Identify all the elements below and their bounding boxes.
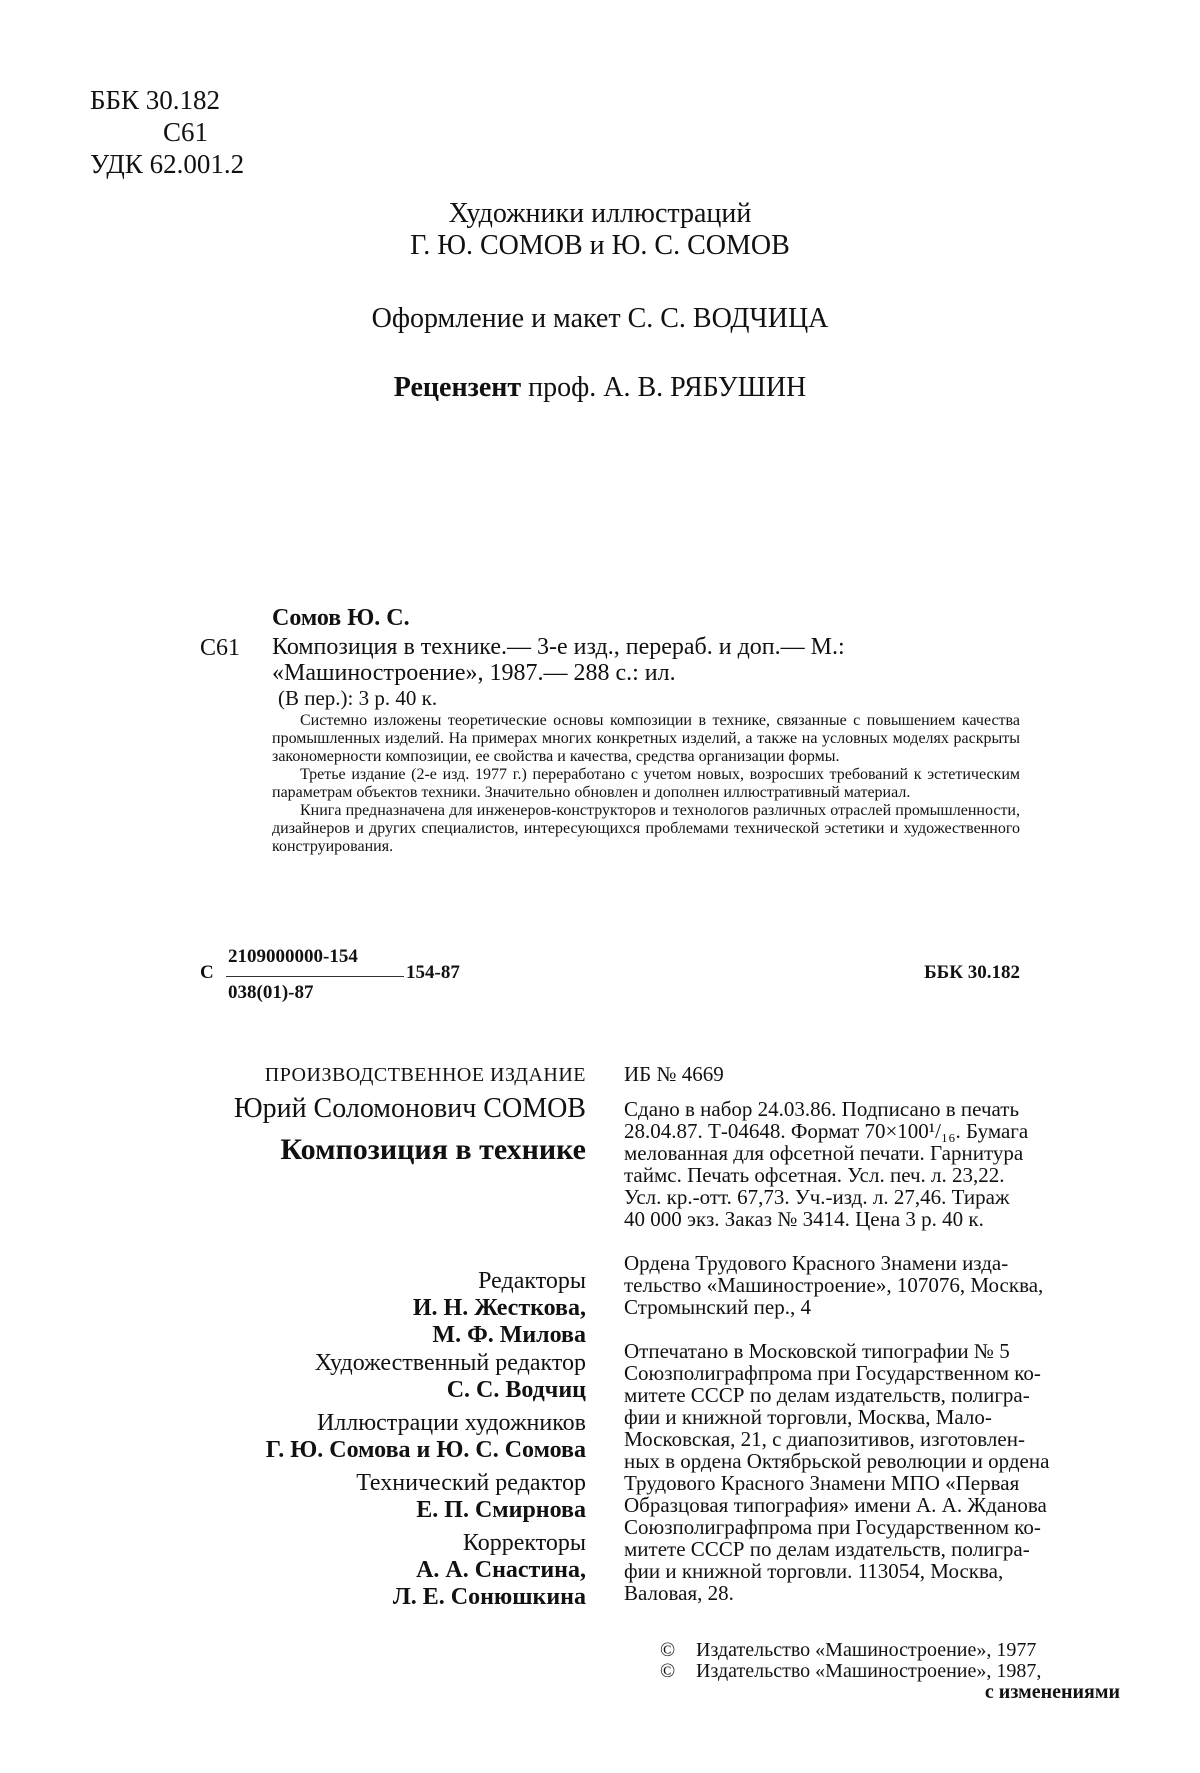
index-denominator: 038(01)-87 bbox=[228, 982, 314, 1003]
abstract-paragraph-3: Книга предназначена для инженеров-конструкторов и технологов различных отраслей промышленности, дизайнеров и других специалистов, интересующихся проблемами технической эстетики и художественного конструирования. bbox=[272, 802, 1020, 855]
publisher-line: Ордена Трудового Красного Знамени изда- bbox=[624, 1251, 1009, 1275]
copyright-icon: © bbox=[660, 1639, 676, 1661]
staff-name: Е. П. Смирнова bbox=[416, 1497, 586, 1523]
staff-name: М. Ф. Милова bbox=[432, 1322, 586, 1348]
catalog-price: (В пер.): 3 р. 40 к. bbox=[278, 686, 438, 710]
staff-role: Технический редактор bbox=[356, 1470, 586, 1496]
full-author-name: Юрий Соломонович СОМОВ bbox=[233, 1093, 586, 1124]
printer-line: фии и книжной торговли, Москва, Мало- bbox=[624, 1405, 992, 1429]
staff-editors bbox=[180, 1268, 586, 1349]
staff-role: Иллюстрации художников bbox=[316, 1410, 586, 1436]
abstract-paragraph-1: Системно изложены теоретические основы композиции в технике, связанные с повышением качества промышленных изделий. На примерах многих конкретных изделий, а также на условных моделях раскрыты закономерности композиции, ее свойства и качества, средства организации формы. bbox=[272, 712, 1020, 765]
design-credit bbox=[0, 303, 1200, 335]
copyright-icon: © bbox=[660, 1660, 676, 1682]
staff-illustrators bbox=[180, 1410, 586, 1464]
udk-code: УДК 62.001.2 bbox=[90, 149, 245, 179]
index-letter: С bbox=[200, 962, 214, 983]
printer-line: ных в ордена Октябрьской революции и ордена bbox=[624, 1449, 1050, 1473]
catalog-code: С61 bbox=[200, 635, 241, 661]
printer-line: Валовая, 28. bbox=[624, 1581, 734, 1605]
biblio-line-2: «Машиностроение», 1987.— 288 с.: ил. bbox=[272, 660, 676, 686]
index-formula bbox=[200, 946, 1020, 1008]
publisher-line: тельство «Машиностроение», 107076, Москва, bbox=[624, 1273, 1044, 1297]
illustrators-names: Г. Ю. СОМОВ и Ю. С. СОМОВ bbox=[410, 230, 790, 261]
copyright-block bbox=[660, 1640, 1120, 1703]
catalog-abstract bbox=[272, 712, 1020, 856]
index-numerator: 2109000000-154 bbox=[228, 946, 358, 967]
staff-proofreaders bbox=[180, 1530, 586, 1611]
catalog-author: Сомов Ю. С. bbox=[272, 605, 410, 631]
book-title: Композиция в технике bbox=[280, 1133, 586, 1166]
author-sign-code: С61 bbox=[163, 117, 209, 147]
staff-name: А. А. Снастина, bbox=[416, 1557, 586, 1583]
printer-line: митете СССР по делам издательств, полигра- bbox=[624, 1537, 1030, 1561]
print-line: Сдано в набор 24.03.86. Подписано в печать bbox=[624, 1097, 1020, 1121]
printer-line: Союзполиграфпрома при Государственном ко- bbox=[624, 1515, 1041, 1539]
printer-line: фии и книжной торговли. 113054, Москва, bbox=[624, 1559, 1004, 1583]
ib-number: ИБ № 4669 bbox=[624, 1062, 724, 1086]
imprint-right-column bbox=[624, 1062, 1124, 1604]
publisher-line: Стромынский пер., 4 bbox=[624, 1295, 811, 1319]
printer-line: Образцовая типография» имени А. А. Жданова bbox=[624, 1493, 1047, 1517]
edition-kind: ПРОИЗВОДСТВЕННОЕ ИЗДАНИЕ bbox=[264, 1064, 586, 1086]
imprint-left-column bbox=[200, 1062, 586, 1168]
staff-name: С. С. Водчиц bbox=[446, 1377, 586, 1403]
staff-art-editor bbox=[180, 1350, 586, 1404]
publisher-details bbox=[624, 1252, 1124, 1318]
classification-codes bbox=[90, 84, 244, 180]
copyright-line-3: с изменениями bbox=[984, 1681, 1120, 1703]
catalog-bibliography bbox=[272, 634, 1020, 686]
staff-name: И. Н. Жесткова, bbox=[412, 1295, 586, 1321]
fraction-rule bbox=[226, 976, 404, 977]
printer-line: Союзполиграфпрома при Государственном ко- bbox=[624, 1361, 1041, 1385]
print-line: мелованная для офсетной печати. Гарнитура bbox=[624, 1141, 1024, 1165]
staff-role: Редакторы bbox=[478, 1268, 586, 1294]
staff-name: Л. Е. Сонюшкина bbox=[392, 1584, 586, 1610]
print-line: 28.04.87. Т-04648. Формат 70×100¹/₁₆. Бумага bbox=[624, 1119, 1029, 1143]
design-text: Оформление и макет С. С. ВОДЧИЦА bbox=[371, 303, 829, 334]
biblio-line-1: Композиция в технике.— 3-е изд., перераб. и доп.— М.: bbox=[272, 634, 845, 660]
printer-line: Отпечатано в Московской типографии № 5 bbox=[624, 1339, 1010, 1363]
index-bbk: ББК 30.182 bbox=[924, 962, 1020, 983]
illustrators-credit bbox=[0, 198, 1200, 262]
index-suffix: 154-87 bbox=[406, 962, 460, 983]
staff-tech-editor bbox=[180, 1470, 586, 1524]
print-line: таймс. Печать офсетная. Усл. печ. л. 23,22. bbox=[624, 1163, 1005, 1187]
illustrators-label: Художники иллюстраций bbox=[448, 198, 752, 229]
print-line: Усл. кр.-отт. 67,73. Уч.-изд. л. 27,46. Тираж bbox=[624, 1185, 1010, 1209]
abstract-paragraph-2: Третье издание (2-е изд. 1977 г.) переработано с учетом новых, возросших требований к эстетическим параметрам объектов техники. Значительно обновлен и дополнен иллюстративный материал. bbox=[272, 766, 1020, 801]
printer-line: митете СССР по делам издательств, полигра- bbox=[624, 1383, 1030, 1407]
staff-role: Художественный редактор bbox=[314, 1350, 586, 1376]
print-details bbox=[624, 1098, 1124, 1230]
bbk-code: ББК 30.182 bbox=[90, 85, 221, 115]
printer-line: Трудового Красного Знамени МПО «Первая bbox=[624, 1471, 1020, 1495]
copyright-row-1 bbox=[660, 1640, 1120, 1661]
staff-name: Г. Ю. Сомова и Ю. С. Сомова bbox=[265, 1437, 586, 1463]
reviewer-label: Рецензент bbox=[393, 372, 522, 403]
printer-details bbox=[624, 1340, 1124, 1604]
reviewer-credit bbox=[0, 372, 1200, 404]
reviewer-name: проф. А. В. РЯБУШИН bbox=[528, 372, 807, 403]
copyright-line-1: Издательство «Машиностроение», 1977 bbox=[696, 1639, 1037, 1661]
copyright-row-2 bbox=[660, 1661, 1120, 1682]
print-line: 40 000 экз. Заказ № 3414. Цена 3 р. 40 к. bbox=[624, 1207, 984, 1231]
printer-line: Московская, 21, с диапозитивов, изготовлен- bbox=[624, 1427, 1025, 1451]
staff-role: Корректоры bbox=[462, 1530, 586, 1556]
copyright-line-2: Издательство «Машиностроение», 1987, bbox=[696, 1660, 1042, 1682]
